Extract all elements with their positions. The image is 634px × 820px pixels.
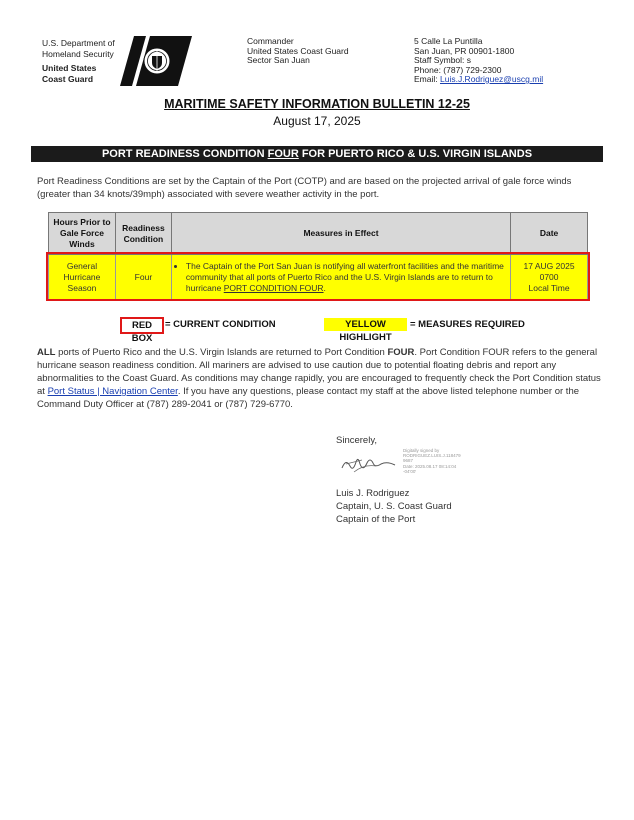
para-part-1: ports of Puerto Rico and the U.S. Virgin Islands are returned to Port Condition xyxy=(55,347,388,358)
sig-meta-5: -04'00' xyxy=(403,468,417,474)
sig-meta-4: Date: 2025.08.17 08:14:04 xyxy=(403,463,457,469)
sig-meta-2: RODRIGUEZ.LUIS.J.118479 xyxy=(403,453,461,459)
para-part-3: . If you have any questions, please contact my staff at the above listed telephone number or the Command Duty Officer at (787) 289-2041 or (787) 729-6770. xyxy=(37,386,580,410)
dept-line-1: U.S. Department of xyxy=(42,38,115,48)
phone: Phone: (787) 729-2300 xyxy=(414,64,502,75)
banner-pre: PORT READINESS CONDITION xyxy=(101,148,268,160)
uscg-logo-icon xyxy=(120,36,192,86)
port-status-link[interactable]: Port Status | Navigation Center xyxy=(47,386,178,397)
measure-end: . xyxy=(323,283,326,293)
cell-condition: Four xyxy=(115,255,171,301)
signature-icon xyxy=(336,450,406,478)
legend-yellow-text: = MEASURES REQUIRED xyxy=(410,319,525,330)
header-condition: Readiness Condition xyxy=(115,213,171,255)
sig-meta-3: 9687 xyxy=(403,458,414,464)
header-hours: Hours Prior to Gale Force Winds xyxy=(49,213,116,255)
cmd-line-1: Commander xyxy=(247,36,294,46)
header-date: Date xyxy=(511,213,588,255)
banner-post: FOR PUERTO RICO & U.S. VIRGIN ISLANDS xyxy=(298,148,533,160)
signatory-role: Captain of the Port xyxy=(336,514,416,525)
sig-meta-1: Digitally signed by xyxy=(403,448,440,453)
date-line-3: Local Time xyxy=(528,283,570,293)
intro-text: Port Readiness Conditions are set by the Captain of the Port (COTP) and are based on the projected arrival of gale force winds (greater than 34 knots/39mph) associated with severe weather activity in the port. xyxy=(37,176,572,200)
date-line-2: 0700 xyxy=(539,272,559,282)
para-all: ALL xyxy=(37,347,56,358)
uscg-line-2: Coast Guard xyxy=(42,73,94,84)
addr-line-3: Staff Symbol: s xyxy=(414,55,472,65)
header-measures: Measures in Effect xyxy=(171,213,510,255)
measure-text: The Captain of the Port San Juan is notifying all waterfront facilities and the maritime community that all ports of Puerto Rico and the U.S. Virgin Islands are to return to hurricane xyxy=(185,261,504,293)
cmd-line-2: United States Coast Guard xyxy=(247,45,349,56)
signatory xyxy=(336,487,452,526)
uscg-name xyxy=(42,63,96,84)
table-header-row xyxy=(49,213,588,255)
uscg-line-1: United States xyxy=(42,63,97,73)
email-line xyxy=(414,75,543,85)
bulletin-title: MARITIME SAFETY INFORMATION BULLETIN 12-25 xyxy=(164,97,470,111)
legend-yellow-highlight: YELLOW HIGHLIGHT xyxy=(324,318,407,331)
digital-signature-meta xyxy=(403,448,493,474)
dept-name xyxy=(42,38,115,59)
command-block xyxy=(247,37,349,66)
body-paragraph xyxy=(37,346,602,411)
measure-link: PORT CONDITION FOUR xyxy=(223,283,324,293)
para-part-2: . Port Condition FOUR refers to the general hurricane season readiness condition. All mariners are advised to use caution due to potential floating debris and report any abnormalities to the Coast Guard. As conditions may change rapidly, you are encouraged to frequently check the Port Condition status at xyxy=(37,347,601,397)
legend-red-text: = CURRENT CONDITION xyxy=(165,319,276,330)
banner-emph: FOUR xyxy=(267,148,299,160)
condition-banner xyxy=(31,146,603,162)
address-block xyxy=(414,37,543,85)
addr-line-1: 5 Calle La Puntilla xyxy=(414,36,483,46)
date-line-1: 17 AUG 2025 xyxy=(523,261,575,271)
email-link[interactable]: Luis.J.Rodriguez@uscg.mil xyxy=(439,74,544,84)
sincerely: Sincerely, xyxy=(336,435,378,446)
cmd-line-3: Sector San Juan xyxy=(247,55,310,65)
signatory-rank: Captain, U. S. Coast Guard xyxy=(336,501,452,512)
cell-hours: General Hurricane Season xyxy=(49,255,116,301)
current-condition-red-box xyxy=(46,252,590,301)
bulletin-date: August 17, 2025 xyxy=(273,114,361,128)
legend-red-box: RED BOX xyxy=(120,317,164,334)
email-label: Email: xyxy=(414,74,440,84)
dept-line-2: Homeland Security xyxy=(42,48,114,59)
para-four: FOUR xyxy=(387,347,415,358)
signatory-name: Luis J. Rodriguez xyxy=(336,488,410,499)
addr-line-2: San Juan, PR 00901-1800 xyxy=(414,45,515,56)
